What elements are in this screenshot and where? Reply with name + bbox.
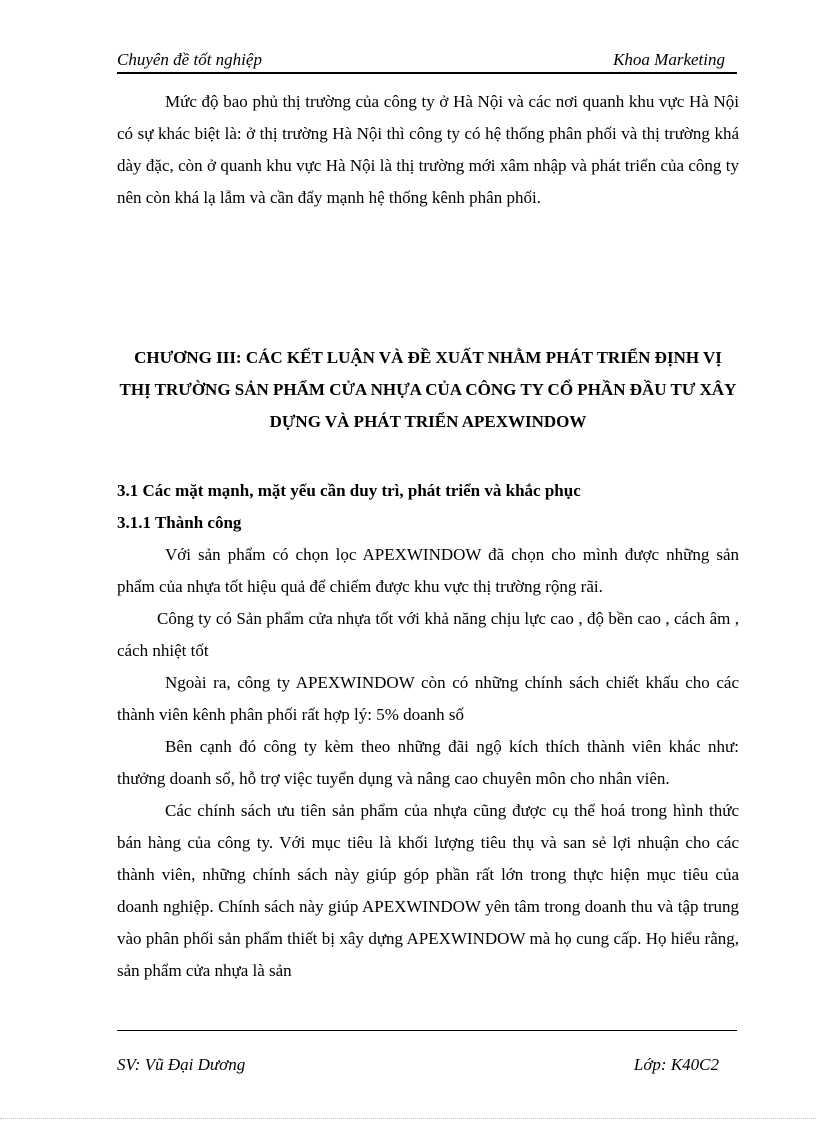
intro-paragraph: Mức độ bao phủ thị trường của công ty ở Hà Nội và các nơi quanh khu vực Hà Nội có sự khác biệt là: ở thị trường Hà Nội thì công ty có hệ thống phân phối và thị trường khá dày đặc, còn ở quanh khu vực Hà Nội là thị trường mới xâm nhập và phát triển của công ty nên còn khá lạ lẫm và cần đẩy mạnh hệ thống kênh phân phối. (117, 92, 739, 207)
main-content (117, 475, 739, 987)
header-left-text: Chuyên đề tốt nghiệp (117, 50, 262, 69)
footer-left-text: SV: Vũ Đại Dương (117, 1055, 246, 1074)
page-footer (117, 1030, 737, 1075)
paragraph-4: Bên cạnh đó công ty kèm theo những đãi ngộ kích thích thành viên khác như: thưởng doanh số, hỗ trợ việc tuyển dụng và nâng cao chuyên môn cho nhân viên. (117, 737, 739, 788)
chapter-title: CHƯƠNG III: CÁC KẾT LUẬN VÀ ĐỀ XUẤT NHẰM PHÁT TRIỂN ĐỊNH VỊ THỊ TRƯỜNG SẢN PHẨM CỬA NHỰA CỦA CÔNG TY CỔ PHẦN ĐẦU TƯ XÂY DỰNG VÀ PHÁT TRIỂN APEXWINDOW (119, 348, 737, 431)
intro-block (117, 86, 739, 214)
page-break-line (0, 1118, 816, 1119)
paragraph-1: Với sản phẩm có chọn lọc APEXWINDOW đã chọn cho mình được những sản phẩm của nhựa tốt hiệu quả để chiếm được khu vực thị trường rộng rãi. (117, 545, 739, 596)
footer-right-text: Lớp: K40C2 (633, 1055, 719, 1074)
subsection-heading: 3.1.1 Thành công (117, 513, 242, 532)
paragraph-3: Ngoài ra, công ty APEXWINDOW còn có những chính sách chiết khấu cho các thành viên kênh phân phối rất hợp lý: 5% doanh số (117, 673, 739, 724)
header-right-text: Khoa Marketing (613, 50, 725, 69)
paragraph-5: Các chính sách ưu tiên sản phẩm của nhựa cũng được cụ thể hoá trong hình thức bán hàng của công ty. Với mục tiêu là khối lượng tiêu thụ và san sẻ lợi nhuận cho các thành viên, những chính sách này giúp góp phần rất lớn trong thực hiện mục tiêu của doanh nghiệp. Chính sách này giúp APEXWINDOW yên tâm trong doanh thu và tập trung vào phân phối sản phẩm thiết bị xây dựng APEXWINDOW mà họ cung cấp. Họ hiểu rằng, sản phẩm cửa nhựa là sản (117, 801, 739, 980)
paragraph-2: Công ty có Sản phẩm cửa nhựa tốt với khả năng chịu lực cao , độ bền cao , cách âm , cách nhiệt tốt (117, 609, 739, 660)
section-heading: 3.1 Các mặt mạnh, mặt yếu cần duy trì, phát triển và khắc phục (117, 481, 581, 500)
page-header (117, 46, 737, 74)
